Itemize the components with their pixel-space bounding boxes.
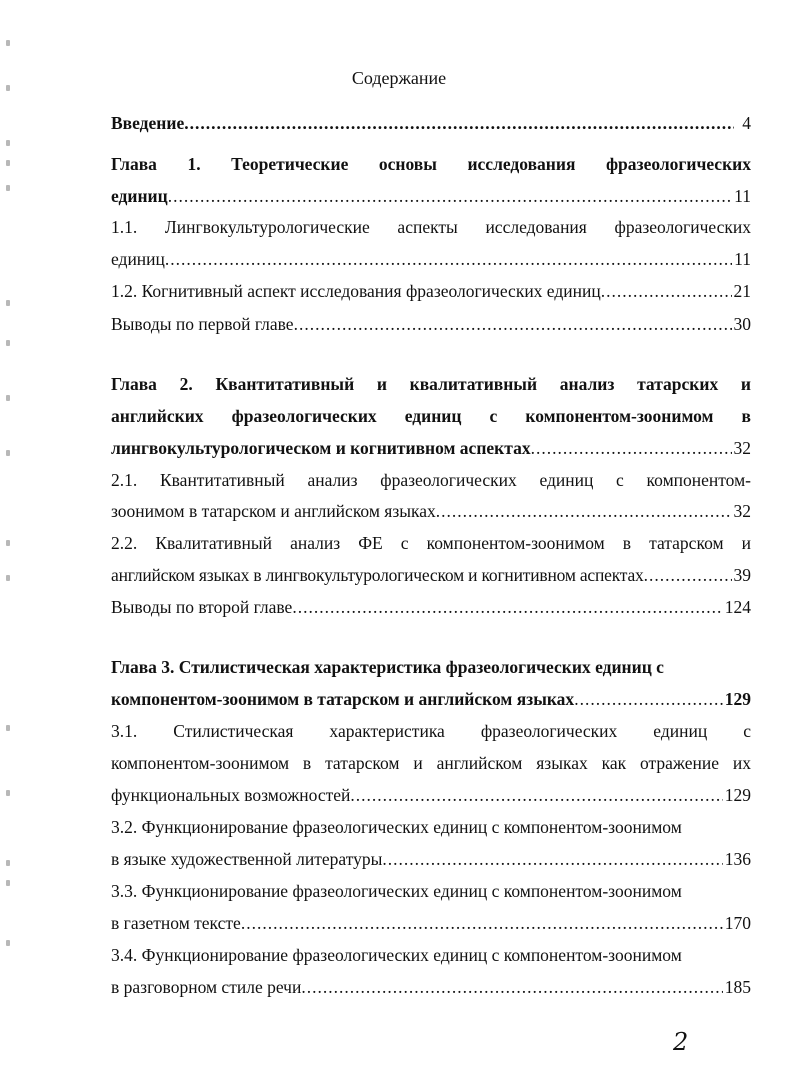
toc-entry-page: 30	[733, 314, 751, 334]
toc-entry-chapter-1-line1: Глава 1. Теоретические основы исследования фразеологических	[111, 154, 751, 174]
toc-entry-text: в языке художественной литературы	[111, 849, 383, 869]
toc-entry-chapter-2-line2: английских фразеологических единиц с компонентом-зоонимом в	[111, 406, 751, 426]
toc-entry-text: зоонимом в татарском и английском языках	[111, 501, 436, 521]
toc-entry-3-1-line2: компонентом-зоонимом в татарском и английском языках как отражение их	[111, 753, 751, 773]
toc-entry-chapter-1	[111, 185, 751, 207]
toc-entry-page: 11	[734, 186, 751, 206]
toc-entry-text: единиц	[111, 186, 168, 206]
toc-entry-text: лингвокультурологическом и когнитивном аспектах	[111, 438, 531, 458]
toc-entry-page: 39	[733, 565, 751, 585]
toc-entry-3-3	[111, 912, 751, 934]
toc-entry-3-2	[111, 848, 751, 870]
toc-entry-text: функциональных возможностей	[111, 785, 351, 805]
handwritten-page-number: 2	[673, 1028, 689, 1056]
toc-entry-text: Выводы по первой главе	[111, 314, 294, 334]
toc-entry-page: 170	[724, 913, 751, 933]
toc-entry-2-2	[111, 564, 751, 586]
toc-entry-page: 21	[733, 281, 751, 301]
toc-entry-3-1-line1: 3.1. Стилистическая характеристика фразеологических единиц с	[111, 721, 751, 741]
toc-entry-chapter-3	[111, 688, 751, 710]
toc-entry-text: компонентом-зоонимом в татарском и английском языках	[111, 689, 575, 709]
toc-entry-text: единиц	[111, 249, 165, 269]
toc-entry-page: 32	[733, 501, 751, 521]
toc-entry-text: английском языках в лингвокультурологическом и когнитивном аспектах	[111, 565, 644, 585]
toc-entry-1-1-line1: 1.1. Лингвокультурологические аспекты исследования фразеологических	[111, 217, 751, 237]
toc-entry-page: 11	[734, 249, 751, 269]
toc-entry-2-2-line1: 2.2. Квалитативный анализ ФЕ с компонентом-зоонимом в татарском и	[111, 533, 751, 553]
toc-entry-3-4-line1: 3.4. Функционирование фразеологических единиц с компонентом-зоонимом	[111, 945, 682, 965]
toc-entry-chapter-2	[111, 437, 751, 459]
toc-entry-conclusions-1	[111, 313, 751, 335]
toc-entry-text: в газетном тексте	[111, 913, 241, 933]
toc-entry-3-3-line1: 3.3. Функционирование фразеологических единиц с компонентом-зоонимом	[111, 881, 682, 901]
toc-entry-3-4	[111, 976, 751, 998]
toc-entry-1-1	[111, 248, 751, 270]
toc-entry-chapter-3-line1: Глава 3. Стилистическая характеристика фразеологических единиц с	[111, 657, 664, 677]
page-title: Содержание	[351, 68, 447, 88]
toc-entry-page: 129	[724, 689, 751, 709]
toc-entry-page: 4	[742, 113, 751, 133]
toc-entry-page: 124	[724, 597, 751, 617]
toc-entry-text: в разговорном стиле речи	[111, 977, 302, 997]
toc-entry-3-2-line1: 3.2. Функционирование фразеологических единиц с компонентом-зоонимом	[111, 817, 682, 837]
toc-entry-chapter-2-line1: Глава 2. Квантитативный и квалитативный анализ татарских и	[111, 374, 751, 394]
toc-entry-3-1	[111, 784, 751, 806]
toc-entry-1-2	[111, 280, 751, 302]
toc-entry-page: 136	[724, 849, 751, 869]
toc-entry-introduction	[111, 112, 751, 134]
toc-entry-text: Выводы по второй главе	[111, 597, 293, 617]
toc-entry-page: 185	[724, 977, 751, 997]
toc-entry-text: 1.2. Когнитивный аспект исследования фразеологических единиц	[111, 281, 601, 301]
toc-entry-conclusions-2	[111, 596, 751, 618]
scan-margin-marks	[0, 0, 20, 1092]
toc-entry-page: 32	[733, 438, 751, 458]
toc-entry-text: Введение	[111, 113, 185, 133]
toc-entry-page: 129	[724, 785, 751, 805]
toc-entry-2-1	[111, 500, 751, 522]
toc-entry-2-1-line1: 2.1. Квантитативный анализ фразеологических единиц с компонентом-	[111, 470, 751, 490]
